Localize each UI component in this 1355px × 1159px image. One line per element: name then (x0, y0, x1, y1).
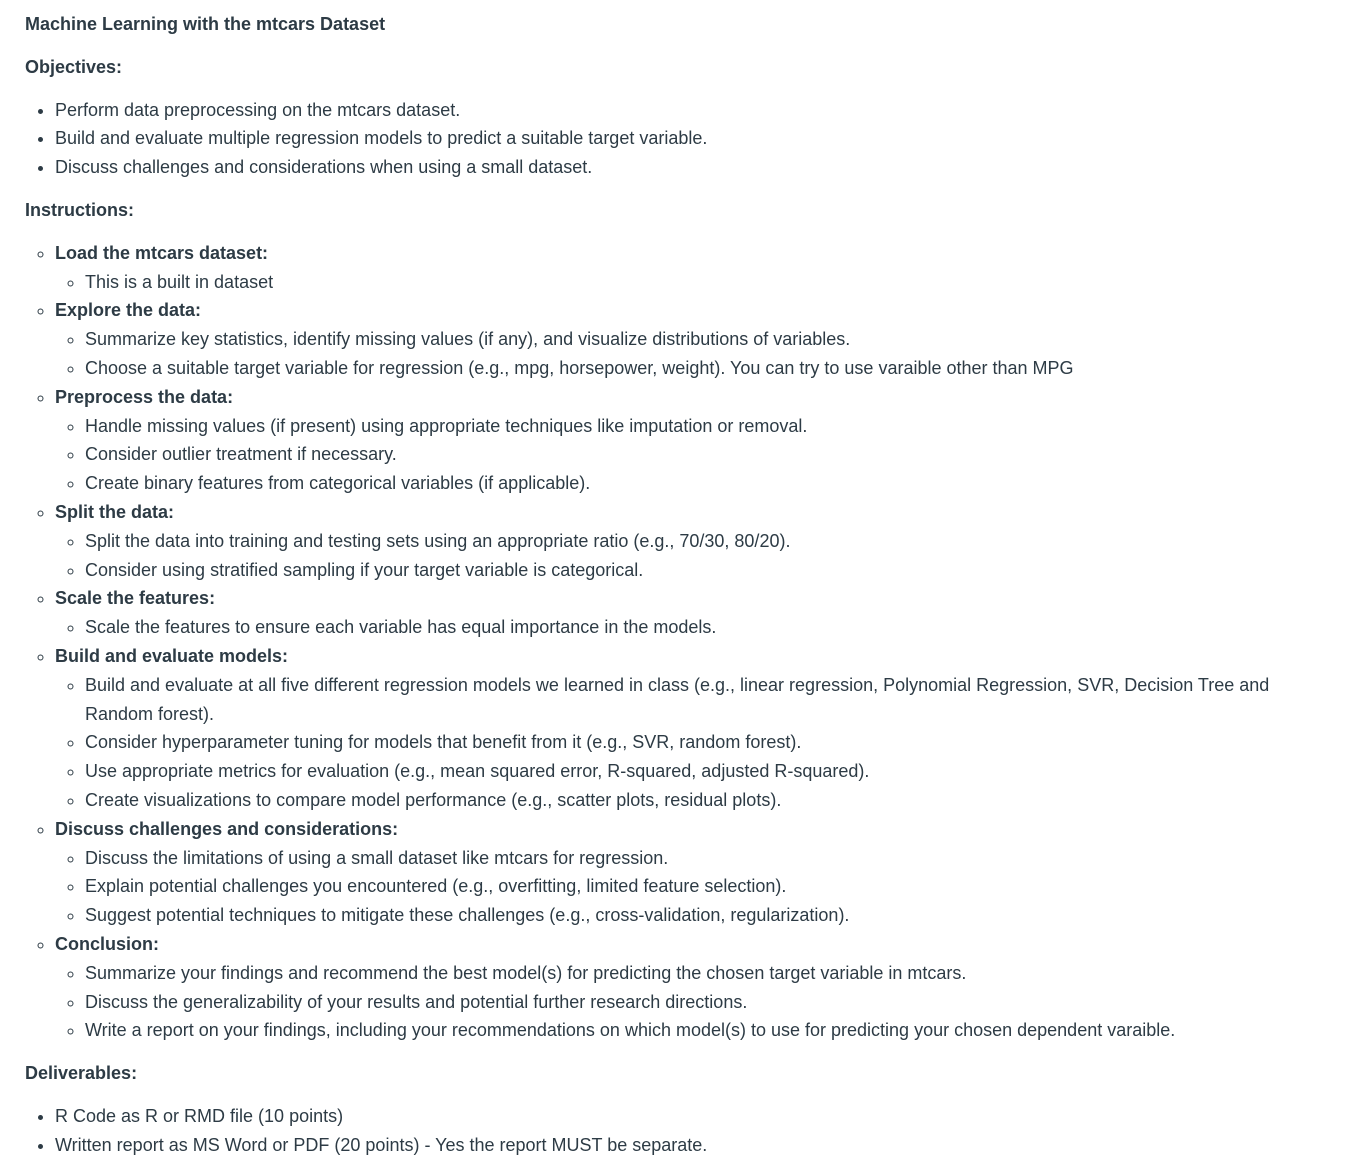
step-item: ◦ Summarize key statistics, identify missing values (if any), and visualize distributions of variables. (85, 325, 1330, 354)
instruction-step (55, 383, 1330, 498)
step-item: ◦ Create binary features from categorical variables (if applicable). (85, 469, 1330, 498)
step-item: ◦ Scale the features to ensure each variable has equal importance in the models. (85, 613, 1330, 642)
step-title: Discuss challenges and considerations: (55, 818, 399, 839)
instructions-list (25, 239, 1330, 1045)
step-item: ◦ Discuss the limitations of using a small dataset like mtcars for regression. (85, 844, 1330, 873)
step-item: ◦ This is a built in dataset (85, 268, 1330, 297)
page-title: Machine Learning with the mtcars Dataset (25, 14, 386, 34)
instruction-step (55, 930, 1330, 1045)
instruction-step (55, 584, 1330, 642)
step-title: Split the data: (55, 501, 175, 522)
step-sublist (55, 671, 1330, 815)
deliverable-item: • R Code as R or RMD file (10 points) (55, 1102, 1330, 1131)
objective-item: • Perform data preprocessing on the mtcars dataset. (55, 96, 1330, 125)
step-item: ◦ Choose a suitable target variable for regression (e.g., mpg, horsepower, weight). You can try to use varaible other than MPG (85, 354, 1330, 383)
step-sublist (55, 412, 1330, 498)
step-title: Explore the data: (55, 300, 202, 321)
instruction-step (55, 498, 1330, 584)
deliverables-list (25, 1102, 1330, 1159)
objectives-heading: Objectives: (25, 56, 123, 77)
step-item: ◦ Write a report on your findings, including your recommendations on which model(s) to use for predicting your chosen dependent varaible. (85, 1016, 1330, 1045)
step-title: Preprocess the data: (55, 386, 234, 407)
step-sublist (55, 325, 1330, 383)
step-item: ◦ Explain potential challenges you encountered (e.g., overfitting, limited feature selection). (85, 872, 1330, 901)
step-item: ◦ Split the data into training and testing sets using an appropriate ratio (e.g., 70/30, 80/20). (85, 527, 1330, 556)
instruction-step (55, 642, 1330, 815)
step-sublist (55, 527, 1330, 585)
step-item: ◦ Handle missing values (if present) using appropriate techniques like imputation or removal. (85, 412, 1330, 441)
step-sublist (55, 844, 1330, 930)
step-item: ◦ Consider outlier treatment if necessary. (85, 440, 1330, 469)
step-sublist (55, 613, 1330, 642)
step-sublist (55, 268, 1330, 297)
step-title: Scale the features: (55, 588, 216, 609)
step-item: ◦ Create visualizations to compare model performance (e.g., scatter plots, residual plots). (85, 786, 1330, 815)
objective-item: • Discuss challenges and considerations when using a small dataset. (55, 153, 1330, 182)
instructions-heading: Instructions: (25, 199, 135, 220)
objectives-list (25, 96, 1330, 182)
deliverables-heading: Deliverables: (25, 1063, 138, 1084)
step-item: ◦ Consider using stratified sampling if your target variable is categorical. (85, 556, 1330, 585)
step-sublist (55, 959, 1330, 1045)
objective-item: • Build and evaluate multiple regression models to predict a suitable target variable. (55, 124, 1330, 153)
step-item: ◦ Discuss the generalizability of your results and potential further research directions. (85, 988, 1330, 1017)
step-item: ◦ Use appropriate metrics for evaluation (e.g., mean squared error, R-squared, adjusted R-squared). (85, 757, 1330, 786)
step-title: Build and evaluate models: (55, 645, 289, 666)
step-item: ◦ Summarize your findings and recommend the best model(s) for predicting the chosen target variable in mtcars. (85, 959, 1330, 988)
instruction-step (55, 296, 1330, 382)
instruction-step (55, 239, 1330, 297)
deliverable-item: • Written report as MS Word or PDF (20 points) - Yes the report MUST be separate. (55, 1131, 1330, 1159)
step-item: ◦ Build and evaluate at all five different regression models we learned in class (e.g., linear regression, Polynomial Regression, SVR, Decision Tree and Random forest). (85, 671, 1275, 729)
step-title: Conclusion: (55, 933, 159, 954)
step-title: Load the mtcars dataset: (55, 242, 269, 263)
step-item: ◦ Suggest potential techniques to mitigate these challenges (e.g., cross-validation, regularization). (85, 901, 1330, 930)
step-item: ◦ Consider hyperparameter tuning for models that benefit from it (e.g., SVR, random forest). (85, 728, 1330, 757)
instruction-step (55, 815, 1330, 930)
